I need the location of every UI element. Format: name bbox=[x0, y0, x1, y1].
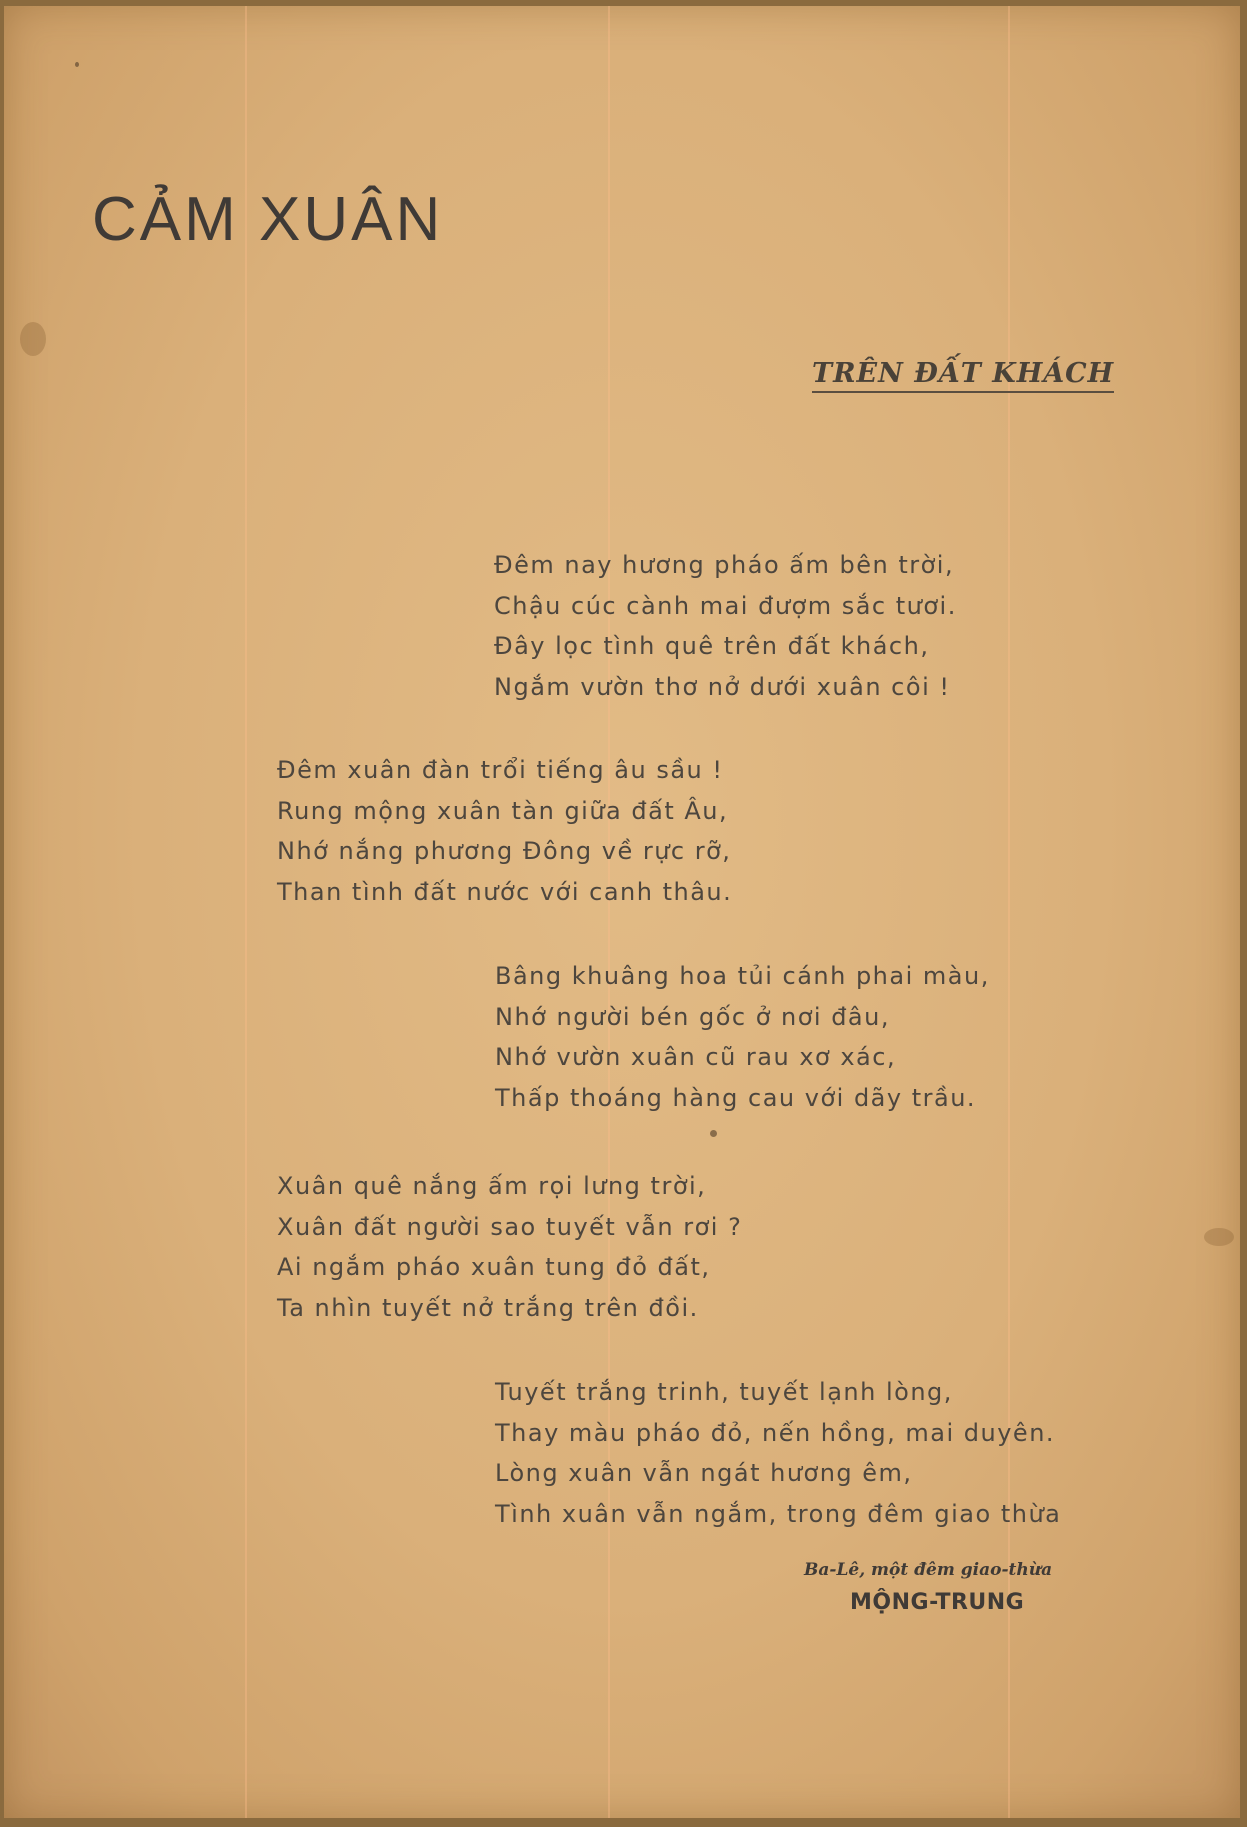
ink-dot bbox=[75, 62, 79, 67]
place-date: Ba-Lê, một đêm giao-thừa bbox=[804, 1560, 1053, 1580]
poem-line: Nhớ người bén gốc ở nơi đâu, bbox=[495, 1002, 890, 1031]
poem-line: Ta nhìn tuyết nở trắng trên đồi. bbox=[277, 1293, 699, 1322]
poem-line: Rung mộng xuân tàn giữa đất Âu, bbox=[277, 796, 729, 825]
fold-line bbox=[608, 6, 610, 1818]
poem-line: Đêm xuân đàn trổi tiếng âu sầu ! bbox=[277, 756, 724, 784]
ink-dot bbox=[710, 1130, 717, 1137]
poem-line: Thấp thoáng hàng cau với dãy trầu. bbox=[495, 1083, 977, 1112]
poem-line: Tuyết trắng trinh, tuyết lạnh lòng, bbox=[495, 1378, 953, 1406]
poem-subtitle: TRÊN ĐẤT KHÁCH bbox=[812, 358, 1114, 393]
author-name: MỘNG-TRUNG bbox=[850, 1590, 1025, 1615]
stanza bbox=[277, 750, 732, 912]
poem-line: Tình xuân vẫn ngắm, trong đêm giao thừa bbox=[495, 1499, 1062, 1528]
poem-line: Đây lọc tình quê trên đất khách, bbox=[494, 632, 930, 660]
poem-line: Xuân đất người sao tuyết vẫn rơi ? bbox=[277, 1212, 743, 1241]
poem-line: Xuân quê nắng ấm rọi lưng trời, bbox=[277, 1172, 707, 1200]
poem-line: Nhớ nắng phương Đông về rực rỡ, bbox=[277, 837, 732, 865]
poem-line: Bâng khuâng hoa tủi cánh phai màu, bbox=[495, 962, 990, 990]
poem-line: Ai ngắm pháo xuân tung đỏ đất, bbox=[277, 1253, 711, 1281]
stanza bbox=[495, 956, 990, 1118]
document-page bbox=[4, 6, 1240, 1818]
stanza bbox=[494, 545, 957, 707]
paper-stain bbox=[1204, 1228, 1234, 1246]
fold-line bbox=[245, 6, 247, 1818]
stanza bbox=[495, 1372, 1061, 1534]
poem-title: CẢM XUÂN bbox=[92, 185, 444, 254]
poem-line: Ngắm vườn thơ nở dưới xuân côi ! bbox=[494, 672, 951, 701]
paper-stain bbox=[20, 322, 46, 356]
stanza bbox=[277, 1166, 742, 1328]
poem-line: Lòng xuân vẫn ngát hương êm, bbox=[495, 1459, 913, 1487]
fold-line bbox=[1008, 6, 1010, 1818]
poem-line: Thay màu pháo đỏ, nến hồng, mai duyên. bbox=[495, 1418, 1056, 1447]
poem-line: Chậu cúc cành mai đượm sắc tươi. bbox=[494, 591, 957, 620]
poem-line: Nhớ vườn xuân cũ rau xơ xác, bbox=[495, 1043, 897, 1071]
poem-line: Than tình đất nước với canh thâu. bbox=[277, 877, 733, 906]
poem-line: Đêm nay hương pháo ấm bên trời, bbox=[494, 551, 955, 579]
